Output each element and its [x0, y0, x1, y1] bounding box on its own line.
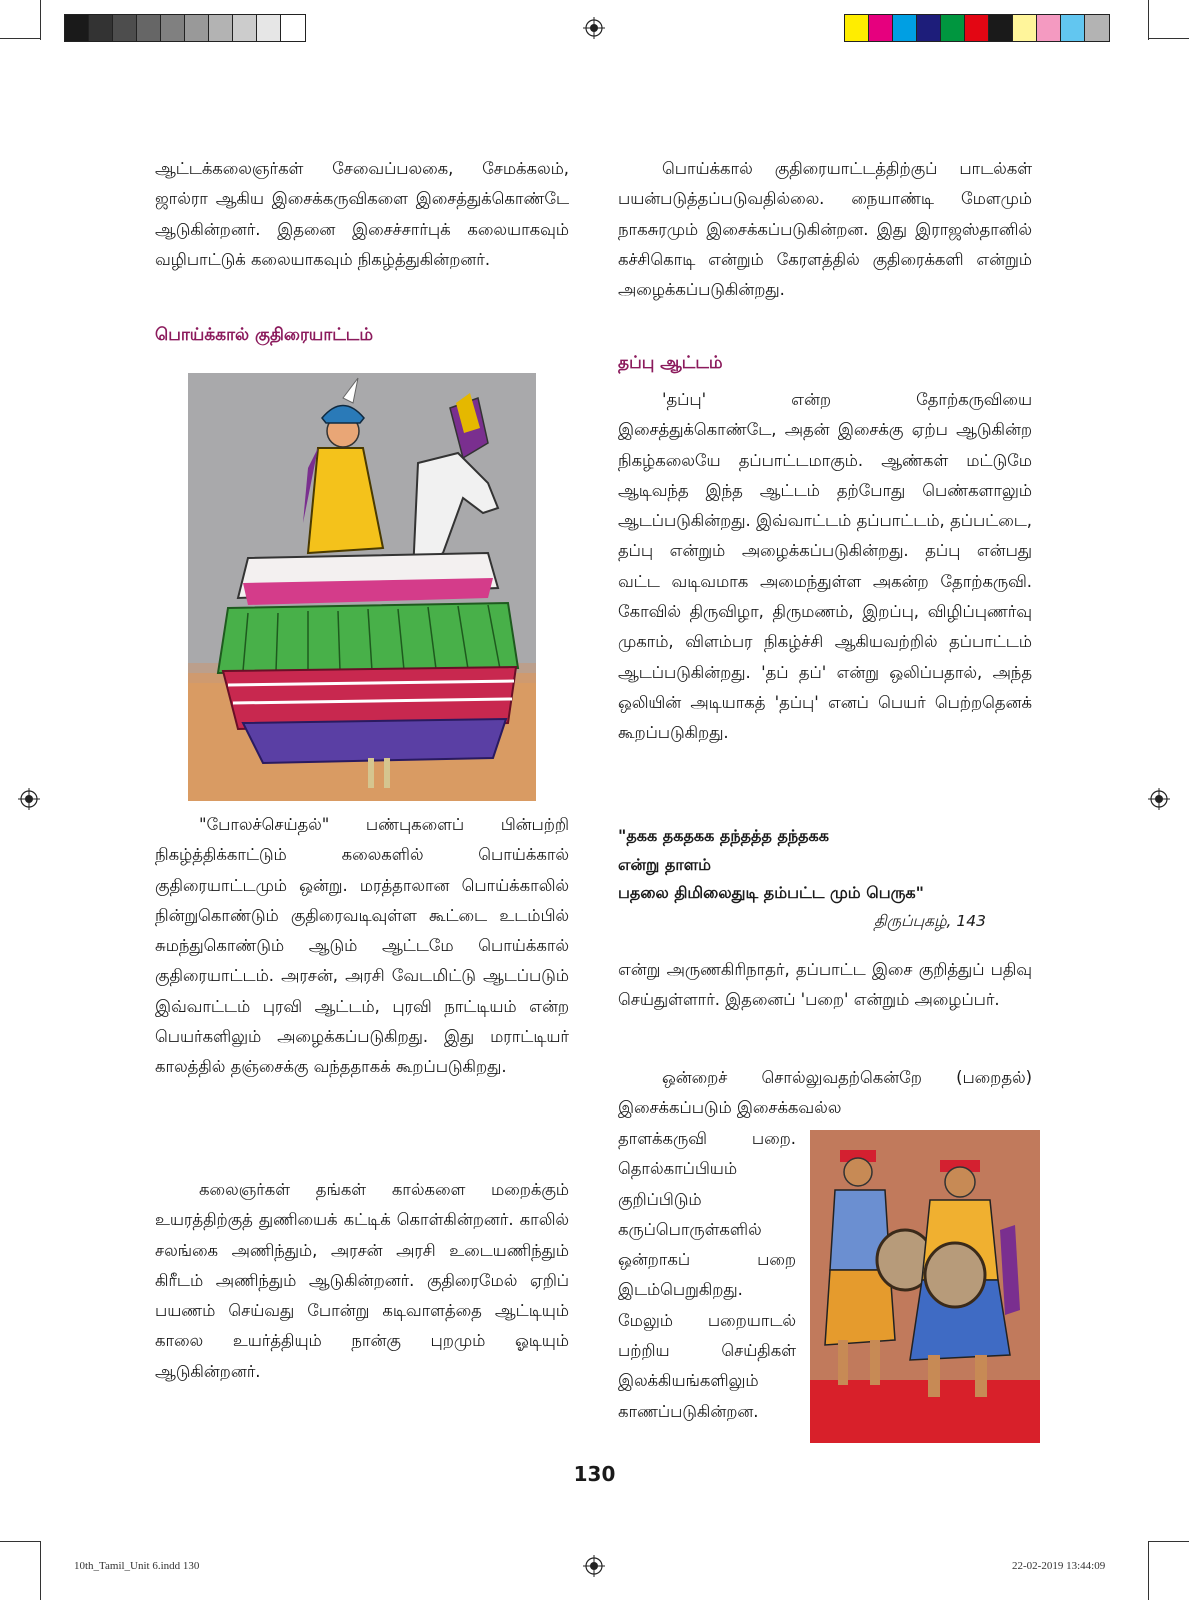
verse-line: என்று தாளம்	[618, 854, 712, 874]
color-swatch	[1037, 15, 1061, 41]
color-swatch	[989, 15, 1013, 41]
gray-swatch	[137, 15, 161, 41]
registration-mark-icon	[583, 1555, 605, 1577]
crop-mark	[1149, 38, 1189, 39]
gray-swatch	[233, 15, 257, 41]
paragraph-poikkal-music: பொய்க்கால் குதிரையாட்டத்திற்குப் பாடல்கள் பயன்படுத்தப்படுவதில்லை. நையாண்டி மேளமும் நாகசுரமும் இசைக்கப்படுகின்றன. இது இராஜஸ்தானில் கச்சிகொடி என்றும் கேரளத்தில் குதிரைக்களி என்றும் அழைக்கப்படுகின்றது.	[618, 159, 1032, 300]
poikkal-kuthirai-illustration	[188, 373, 536, 801]
parai-drummers-illustration	[810, 1130, 1040, 1443]
color-swatch	[869, 15, 893, 41]
verse-source: திருப்புகழ், 143	[874, 911, 986, 930]
slug-filename: 10th_Tamil_Unit 6.indd 130	[74, 1560, 200, 1572]
paragraph-arunagirinathar: என்று அருணகிரிநாதர், தப்பாட்ட இசை குறித்துப் பதிவு செய்துள்ளார். இதனைப் 'பறை' என்றும் அழைப்பர்.	[618, 960, 1032, 1010]
color-swatch	[1013, 15, 1037, 41]
registration-mark-icon	[18, 788, 40, 810]
section-heading-thappu	[618, 351, 1032, 375]
paragraph-parai-intro: ஒன்றைச் சொல்லுவதற்கென்றே (பறைதல்) இசைக்கப்படும் இசைக்கவல்ல	[618, 1068, 1032, 1118]
right-column	[618, 154, 1032, 305]
page-number: 130	[573, 1462, 616, 1486]
color-swatch	[1085, 15, 1109, 41]
right-column-parai-wrap	[618, 1124, 796, 1427]
paragraph-parai-description: தாளக்கருவி பறை. தொல்காப்பியம் குறிப்பிடும் கருப்பொருள்களில் ஒன்றாகப் பறை இடம்பெறுகிறது. மேலும் பறையாடல் பற்றிய செய்திகள் இலக்கியங்களிலும் காணப்படுகின்றன.	[618, 1129, 796, 1421]
right-column-parai-intro	[618, 1063, 1032, 1124]
paragraph-thappu-description: 'தப்பு' என்ற தோற்கருவியை இசைத்துக்கொண்டே, அதன் இசைக்கு ஏற்ப ஆடுகின்ற நிகழ்கலையே தப்பாட்டமாகும். ஆண்கள் மட்டுமே ஆடிவந்த இந்த ஆட்டம் தற்போது பெண்களாலும் ஆடப்படுகின்றது. இவ்வாட்டம் தப்பாட்டம், தப்பட்டை, தப்பு என்றும் அழைக்கப்படுகின்றது. தப்பு என்பது வட்ட வடிவமாக அமைந்துள்ள அகன்ற தோற்கருவி. கோவில் திருவிழா, திருமணம், இறப்பு, விழிப்புணர்வு முகாம், விளம்பர நிகழ்ச்சி ஆகியவற்றில் தப்பாட்டம் ஆடப்படுகின்றது. 'தப் தப்' என்று ஒலிப்பதால், அந்த ஒலியின் அடியாகத் 'தப்பு' எனப் பெயர் பெற்றதெனக் கூறப்படுகிறது.	[618, 390, 1032, 743]
color-swatch	[845, 15, 869, 41]
color-swatch	[941, 15, 965, 41]
slug-timestamp: 22-02-2019 13:44:09	[1012, 1560, 1106, 1572]
right-column-middle	[618, 385, 1032, 749]
color-swatch	[1061, 15, 1085, 41]
crop-mark	[0, 1541, 40, 1542]
left-column-bottom	[155, 1175, 569, 1387]
gray-swatch	[281, 15, 305, 41]
left-column	[155, 154, 569, 275]
grayscale-swatch-bar	[64, 14, 306, 42]
gray-swatch	[161, 15, 185, 41]
gray-swatch	[113, 15, 137, 41]
crop-mark	[0, 38, 40, 39]
registration-mark-icon	[583, 17, 605, 39]
heading-text: தப்பு ஆட்டம்	[618, 353, 723, 373]
heading-text: பொய்க்கால் குதிரையாட்டம்	[155, 325, 374, 345]
color-swatch	[965, 15, 989, 41]
paragraph-performers: கலைஞர்கள் தங்கள் கால்களை மறைக்கும் உயரத்திற்குத் துணியைக் கட்டிக் கொள்கின்றனர். காலில் சலங்கை அணிந்தும், அரசன் அரசி உடையணிந்தும் கிரீடம் அணிந்தும் ஆடுகின்றனர். குதிரைமேல் ஏறிப் பயணம் செய்வது போன்று கடிவாளத்தை ஆட்டியும் காலை உயர்த்தியும் நான்கு புறமும் ஓடியும் ஆடுகின்றனர்.	[155, 1180, 569, 1381]
gray-swatch	[257, 15, 281, 41]
left-column-lower	[155, 810, 569, 1083]
verse-block	[618, 822, 1032, 934]
right-column-lower	[618, 955, 1032, 1016]
gray-swatch	[185, 15, 209, 41]
color-swatch	[893, 15, 917, 41]
verse-line: "தகக தகதகக தந்தத்த தந்தகக	[618, 826, 830, 845]
verse-line: பதலை திமிலைதுடி தம்பட்ட மும் பெருக"	[618, 883, 924, 902]
section-heading-poikkal	[155, 323, 569, 347]
crop-mark	[40, 1541, 41, 1600]
registration-mark-icon	[1148, 788, 1170, 810]
color-swatch-bar	[844, 14, 1110, 42]
crop-mark	[1148, 1541, 1149, 1600]
gray-swatch	[89, 15, 113, 41]
color-swatch	[917, 15, 941, 41]
crop-mark	[1148, 0, 1149, 40]
gray-swatch	[65, 15, 89, 41]
paragraph-poikkal-description: "போலச்செய்தல்" பண்புகளைப் பின்பற்றி நிகழ்த்திக்காட்டும் கலைகளில் பொய்க்கால் குதிரையாட்டமும் ஒன்று. மரத்தாலான பொய்க்காலில் நின்றுகொண்டும் குதிரைவடிவுள்ள கூட்டை உடம்பில் சுமந்துகொண்டும் ஆடும் ஆட்டமே பொய்க்கால் குதிரையாட்டம். அரசன், அரசி வேடமிட்டு ஆடப்படும் இவ்வாட்டம் புரவி ஆட்டம், புரவி நாட்டியம் என்ற பெயர்களிலும் அழைக்கப்படுகிறது. இது மராட்டியர் காலத்தில் தஞ்சைக்கு வந்ததாகக் கூறப்படுகிறது.	[155, 815, 569, 1077]
gray-swatch	[209, 15, 233, 41]
crop-mark	[40, 0, 41, 40]
paragraph-instruments: ஆட்டக்கலைஞர்கள் சேவைப்பலகை, சேமக்கலம், ஜால்ரா ஆகிய இசைக்கருவிகளை இசைத்துக்கொண்டே ஆடுகின்றனர். இதனை இசைச்சார்புக் கலையாகவும் வழிபாட்டுக் கலையாகவும் நிகழ்த்துகின்றனர்.	[155, 159, 569, 269]
crop-mark	[1149, 1541, 1189, 1542]
